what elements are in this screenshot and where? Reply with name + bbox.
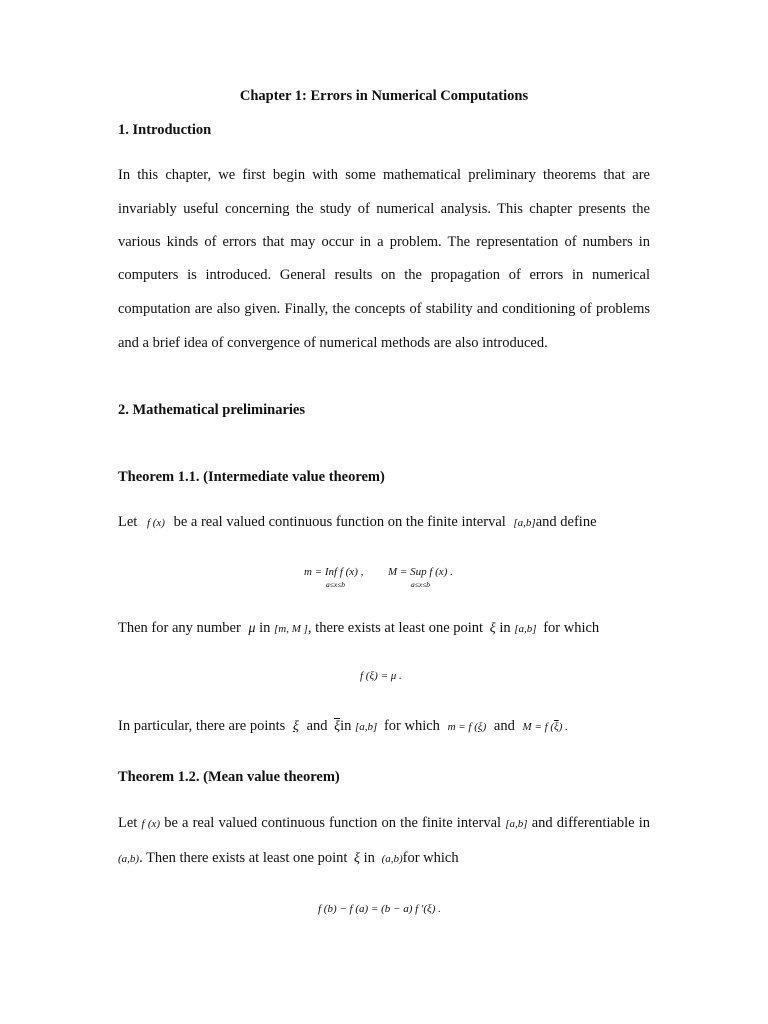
math-close-2: ) . [558,721,568,733]
math-interval-mM: [m, M ] [274,623,308,635]
text-in: in [259,620,271,636]
text-in-4: in [363,850,375,866]
intro-line-3: various kinds of errors that may occur in a problem. The representation of numbers in [118,234,650,250]
text-and-2: and [493,718,515,734]
subscript-sup-range: a≤x≤b [411,580,431,589]
math-interval-ab-3: [a,b] [355,721,378,733]
text-in-3: in [340,718,352,734]
math-interval-ab: [a,b] [513,517,536,529]
theorem-1-particular [118,718,568,735]
equation-f-xi-mu: f (ξ) = μ . [360,670,402,682]
theorem-1-heading: Theorem 1.1. (Intermediate value theorem) [118,469,385,485]
text-for-which-3: for which [402,850,459,866]
math-xi-2: ξ [354,851,361,866]
text-then-mid: , there exists at least one point [307,620,484,636]
text-let: Let [118,514,138,530]
subscript-inf-range: a≤x≤b [326,580,346,589]
math-close-1: ) [482,721,487,733]
math-M-eq: M = f ( [522,721,555,733]
theorem-2-heading: Theorem 1.2. (Mean value theorem) [118,769,340,785]
text-then-mid-2: . Then there exists at least one point [139,850,348,866]
equation-inf: m = Inf f (x) , [304,566,364,578]
math-m-eq: m = f ( [447,721,478,733]
math-open-interval-ab: (a,b) [118,853,140,865]
chapter-title: Chapter 1: Errors in Numerical Computations [239,88,529,104]
theorem-2-statement-line-2 [118,850,459,867]
equation-mean-value: f (b) − f (a) = (b − a) f ′(ξ) . [318,903,441,915]
text-let-2: Let [118,815,138,831]
math-open-interval-ab-2: (a,b) [381,853,403,865]
theorem-1-conclusion [118,620,599,637]
text-let-mid-2: be a real valued continuous function on the finite interval [164,815,502,831]
intro-line-2: invariably useful concerning the study of numerical analysis. This chapter presents the [118,201,650,217]
math-fx-2: f (x) [141,818,161,830]
text-particular-prefix: In particular, there are points [118,718,286,734]
intro-line-4: computers is introduced. General results on the propagation of errors in numerical [118,267,650,283]
intro-line-6: and a brief idea of convergence of numerical methods are also introduced. [118,335,548,351]
text-differentiable: and differentiable in [531,815,651,831]
math-fx: f (x) [146,517,165,529]
text-for-which-2: for which [383,718,440,734]
math-xi-under-2: ξ [477,721,483,733]
section-heading-preliminaries: 2. Mathematical preliminaries [118,402,305,418]
text-and: and [306,718,328,734]
math-xi-over: $\overline{\xi}$ [334,719,341,734]
intro-line-5: computation are also given. Finally, the concepts of stability and conditioning of problems [118,301,650,317]
theorem-2-statement-line-1 [118,815,650,832]
math-interval-ab-4: [a,b] [505,818,528,830]
text-and-define: and define [535,514,597,530]
math-interval-ab-2: [a,b] [514,623,537,635]
section-heading-introduction: 1. Introduction [118,122,212,138]
theorem-1-statement [118,514,597,531]
math-xi-over-2: $\overline{\xi}$ [554,721,559,733]
equation-sup: M = Sup f (x) . [388,566,453,578]
intro-line-1: In this chapter, we first begin with some mathematical preliminary theorems that are [118,167,650,183]
math-xi: ξ [489,621,496,636]
math-mu: μ [248,621,256,636]
math-xi-under: ξ [292,719,299,734]
text-let-mid: be a real valued continuous function on the finite interval [173,514,506,530]
text-then-prefix: Then for any number [118,620,241,636]
text-for-which: for which [543,620,600,636]
text-in-2: in [499,620,511,636]
